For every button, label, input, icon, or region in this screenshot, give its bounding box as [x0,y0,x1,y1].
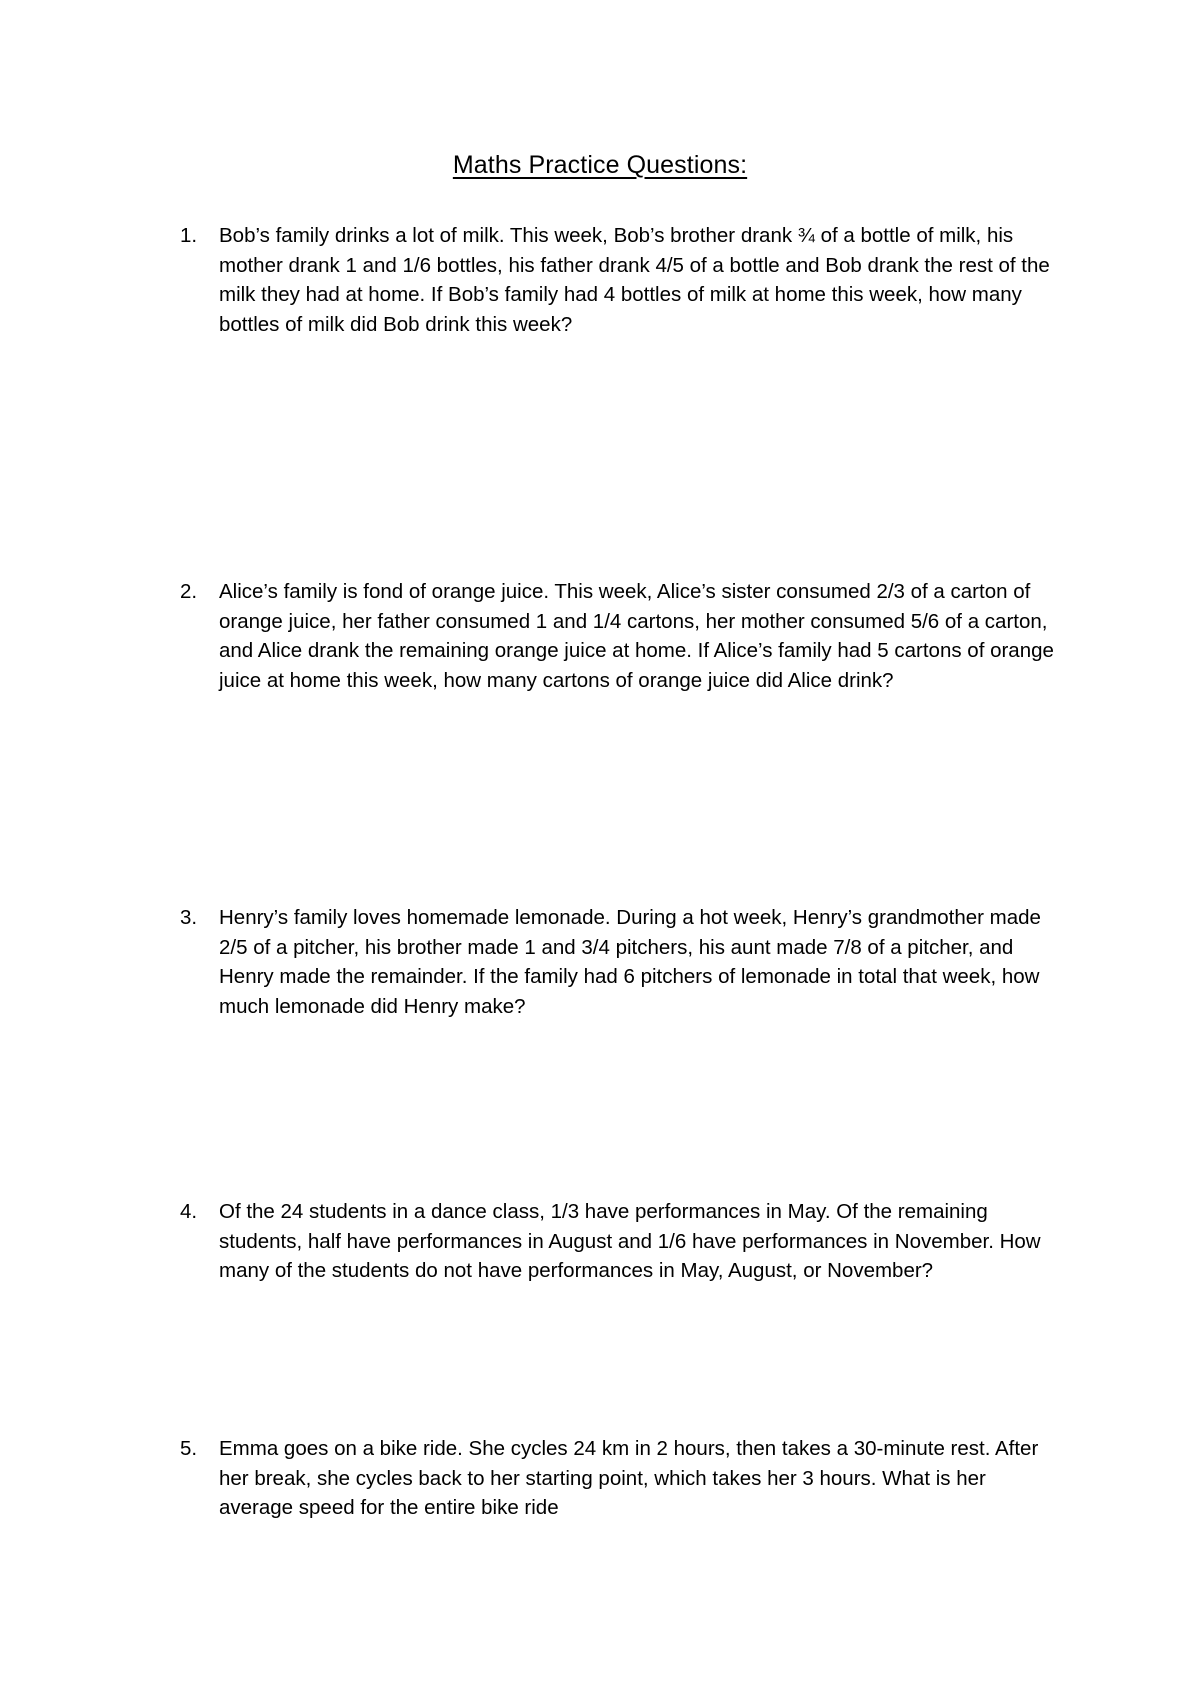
question-text: Alice’s family is fond of orange juice. This week, Alice’s sister consumed 2/3 of a carton of orange juice, her father consumed 1 and 1/4 cartons, her mother consumed 5/6 of a carton, and Alice drank the remaining orange juice at home. If Alice’s family had 5 cartons of orange juice at home this week, how many cartons of orange juice did Alice drink? [219,580,1054,692]
question-text: Of the 24 students in a dance class, 1/3 have performances in May. Of the remaining students, half have performances in August and 1/6 have performances in November. How many of the students do not have performances in May, August, or November? [219,1200,1041,1282]
question-3 [180,903,1060,1021]
question-text: Henry’s family loves homemade lemonade. During a hot week, Henry’s grandmother made 2/5 of a pitcher, his brother made 1 and 3/4 pitchers, his aunt made 7/8 of a pitcher, and Henry made the remainder. If the family had 6 pitchers of lemonade in total that week, how much lemonade did Henry make? [219,906,1041,1018]
question-number: 5. [180,1437,198,1460]
question-text: Bob’s family drinks a lot of milk. This week, Bob’s brother drank ¾ of a bottle of milk, his mother drank 1 and 1/6 bottles, his father drank 4/5 of a bottle and Bob drank the rest of the milk they had at home. If Bob’s family had 4 bottles of milk at home this week, how many bottles of milk did Bob drink this week? [219,224,1050,336]
question-number: 1. [180,224,198,247]
question-number: 2. [180,580,198,603]
document-title: Maths Practice Questions: [452,151,748,179]
question-text: Emma goes on a bike ride. She cycles 24 km in 2 hours, then takes a 30-minute rest. After her break, she cycles back to her starting point, which takes her 3 hours. What is her average speed for the entire bike ride [219,1437,1039,1519]
question-2 [180,577,1060,695]
question-number: 4. [180,1200,198,1223]
question-1 [180,221,1060,339]
question-5 [180,1434,1060,1523]
question-number: 3. [180,906,198,929]
question-4 [180,1197,1060,1286]
